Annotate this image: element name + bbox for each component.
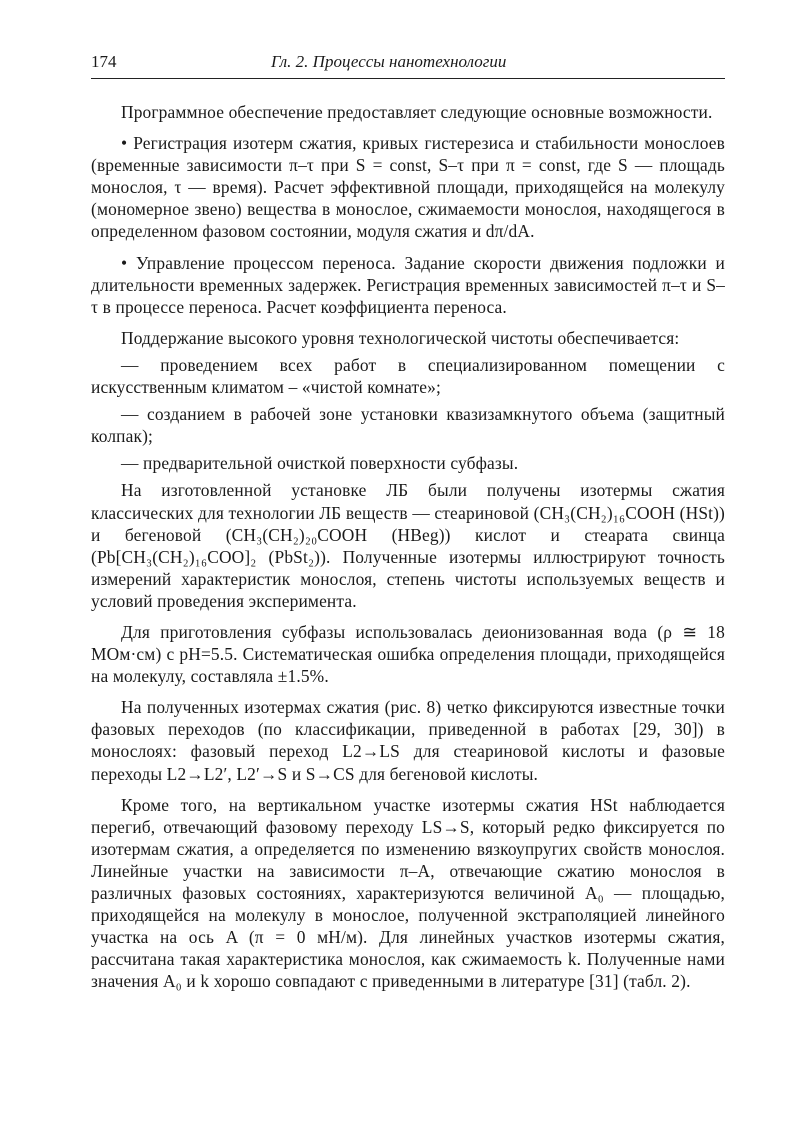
paragraph-inflection: Кроме того, на вертикальном участке изотермы сжатия HSt наблюдается перегиб, отвечающий фазовому переходу LS→S, который редко фиксируется по изотермам сжатия, а определяется по изменению вязкоупругих свойств монослоя. Линейные участки на зависимости π–A, отвечающие сжатию монослоя в различных фазовых состояниях, характеризуются величиной A₀ — площадью, приходящейся на молекулу в монослое, полученной экстраполяцией линейного участка на ось A (π = 0 мН/м). Для линейных участков изотермы сжатия, рассчитана такая характеристика монослоя, как сжимаемость k. Полученные нами значения A₀ и k хорошо совпадают с приведенными в литературе [31] (табл. 2).: [91, 794, 725, 992]
paragraph-dash-room: — проведением всех работ в специализированном помещении с искусственным климатом – «чистой комнате»;: [91, 354, 725, 398]
body-text: [91, 101, 725, 992]
book-page: [91, 52, 725, 1001]
paragraph-bullet-registration: • Регистрация изотерм сжатия, кривых гистерезиса и стабильности монослоев (временные зависимости π–τ при S = const, S–τ при π = const, где S — площадь монослоя, τ — время). Расчет эффективной площади, приходящейся на молекулу (мономерное звено) вещества в монослое, сжимаемости монослоя, находящегося в определенном фазовом состоянии, модуля сжатия и dπ/dA.: [91, 133, 725, 242]
running-head: [91, 52, 725, 79]
paragraph-phase-transitions: На полученных изотермах сжатия (рис. 8) четко фиксируются известные точки фазовых переходов (по классификации, приведенной в работах [29, 30]) в монослоях: фазовый переход L2→LS для стеариновой кислоты и фазовые переходы L2→L2′, L2′→S и S→CS для бегеновой кислоты.: [91, 697, 725, 784]
paragraph-bullet-transfer: • Управление процессом переноса. Задание скорости движения подложки и длительности временных задержек. Регистрация временных зависимостей π–τ и S–τ в процессе переноса. Расчет коэффициента переноса.: [91, 252, 725, 317]
paragraph-dash-cleaning: — предварительной очисткой поверхности субфазы.: [121, 453, 519, 474]
paragraph-isotherms: На изготовленной установке ЛБ были получены изотермы сжатия классических для технологии ЛБ веществ — стеариновой (CH₃(CH₂)₁₆COOH (HSt)) и бегеновой (CH₃(CH₂)₂₀COOH (HBeg)) кислот и стеарата свинца (Pb[CH₃(CH₂)₁₆COO]₂ (PbSt₂)). Полученные изотермы иллюстрируют точность измерений характеристик монослоя, степень чистоты используемых веществ и условий проведения эксперимента.: [91, 480, 725, 611]
paragraph-cleanliness: Поддержание высокого уровня технологической чистоты обеспечивается:: [121, 327, 680, 348]
chapter-title: Гл. 2. Процессы нанотехнологии: [271, 52, 507, 71]
paragraph-dash-volume: — созданием в рабочей зоне установки квазизамкнутого объема (защитный колпак);: [91, 404, 725, 447]
paragraph-subphase: Для приготовления субфазы использовалась деионизованная вода (ρ ≅ 18 МОм·см) с pH=5.5. Систематическая ошибка определения площади, приходящейся на молекулу, составляла ±1.5%.: [91, 621, 725, 687]
paragraph-intro: Программное обеспечение предоставляет следующие основные возможности.: [121, 102, 713, 122]
page-number: 174: [91, 52, 117, 71]
